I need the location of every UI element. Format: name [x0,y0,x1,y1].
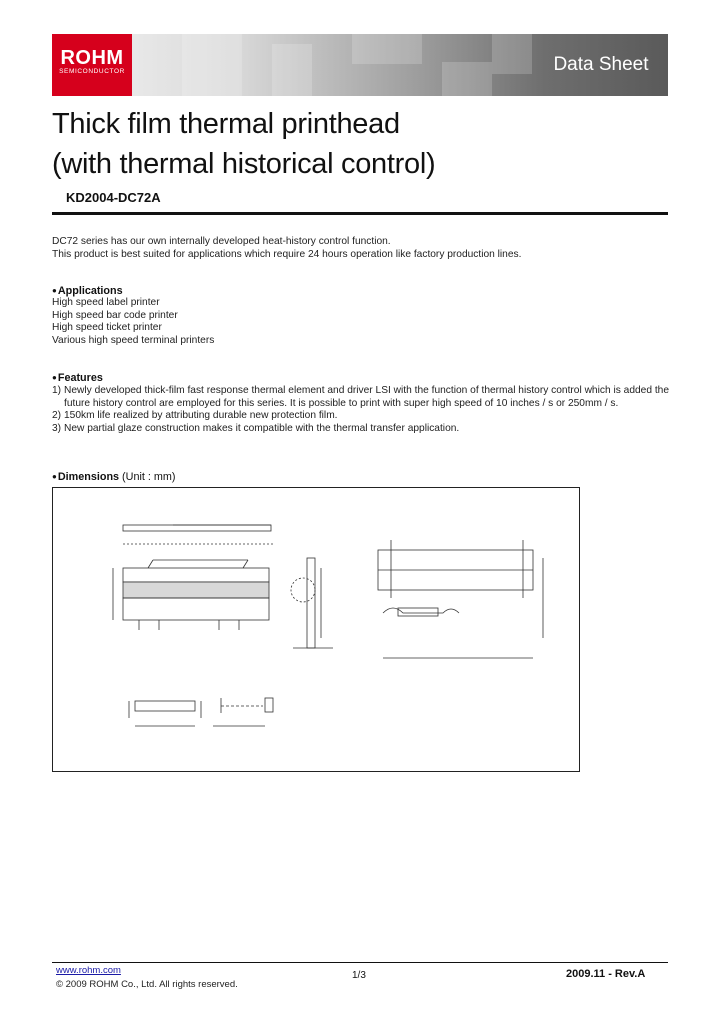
title-line-1: Thick film thermal printhead [52,108,400,140]
title-divider [52,212,668,215]
application-item: High speed ticket printer [52,322,162,333]
title-line-2: (with thermal historical control) [52,148,436,180]
rohm-logo [52,34,132,96]
dimension-drawing-svg [53,488,579,771]
feature-item: 1) Newly developed thick-film fast response thermal element and driver LSI with the function of thermal history control which is added the future history control are employed for this series. It is possible to print with super high speed of 10 inches / s or 250mm / s. [52,385,669,409]
date-revision: 2009.11 - Rev.A [566,968,646,980]
application-item: High speed bar code printer [52,310,178,321]
page-title [52,104,435,184]
bullet-icon: ● [52,373,57,382]
features-heading: ●Features [52,372,103,384]
bullet-icon: ● [52,286,57,295]
logo-text: ROHM [60,47,124,69]
dimensions-heading: ●Dimensions (Unit : mm) [52,471,176,483]
feature-item: 3) New partial glaze construction makes it compatible with the thermal transfer application. [52,422,460,434]
features-list [52,385,669,435]
part-number: KD2004-DC72A [66,190,161,205]
application-item: High speed label printer [52,297,160,308]
bullet-icon: ● [52,472,57,481]
application-item: Various high speed terminal printers [52,335,215,346]
website-link[interactable]: www.rohm.com [56,965,121,976]
intro-line-1: DC72 series has our own internally developed heat-history control function. [52,236,391,247]
copyright: © 2009 ROHM Co., Ltd. All rights reserved. [56,979,238,990]
footer-divider [52,962,668,963]
logo-subtext: SEMICONDUCTOR [59,68,125,75]
page-number: 1/3 [352,970,366,981]
dimensions-drawing [52,487,580,772]
doc-type-label: Data Sheet [553,54,649,75]
intro-line-2: This product is best suited for applications which require 24 hours operation like factory production lines. [52,249,522,260]
applications-heading: ●Applications [52,285,123,297]
feature-item: 2) 150km life realized by attributing durable new protection film. [52,410,338,422]
